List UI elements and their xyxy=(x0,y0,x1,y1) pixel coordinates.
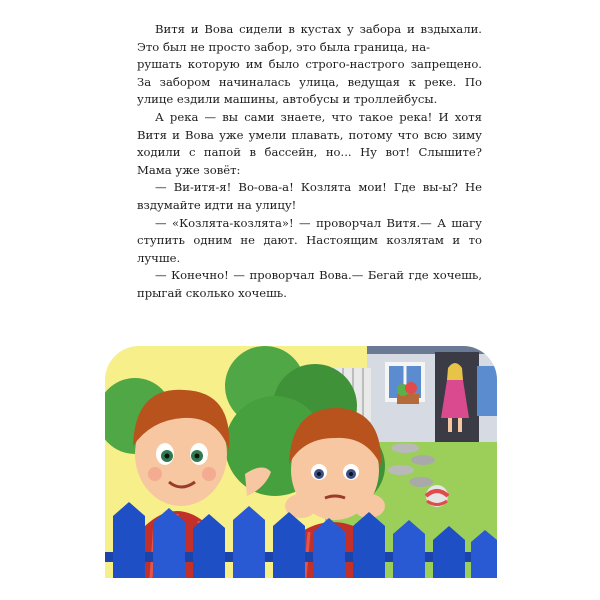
story-paragraph-2: рушать которую им было строго-настрого запрещено. За забором начиналась улица, ведущая к реке. По улице ездили машины, автобусы и троллейбусы. xyxy=(137,57,482,107)
story-paragraph-4: — Ви-итя-я! Во-ова-а! Козлята мои! Где вы-ы? Не вздумайте идти на улицу! xyxy=(137,180,482,212)
story-paragraph-1: Витя и Вова сидели в кустах у забора и вздыхали. Это был не просто забор, это была граница, на- xyxy=(137,22,482,54)
story-illustration xyxy=(105,346,497,578)
story-paragraph-6: — Конечно! — проворчал Вова.— Бегай где хочешь, прыгай сколько хочешь. xyxy=(137,268,482,300)
story-paragraph-5: — «Козлята-козлята»! — проворчал Витя.— А шагу ступить одним не дают. Настоящим козлятам и то лучше. xyxy=(137,215,482,265)
story-text xyxy=(137,21,482,303)
ball xyxy=(426,485,448,507)
house xyxy=(367,346,497,442)
story-paragraph-3: А река — вы сами знаете, что такое река! И хотя Витя и Вова уже умели плавать, потому что всю зиму ходили с папой в бассейн, но... Ну вот! Слышите? Мама уже зовёт: xyxy=(137,109,482,177)
